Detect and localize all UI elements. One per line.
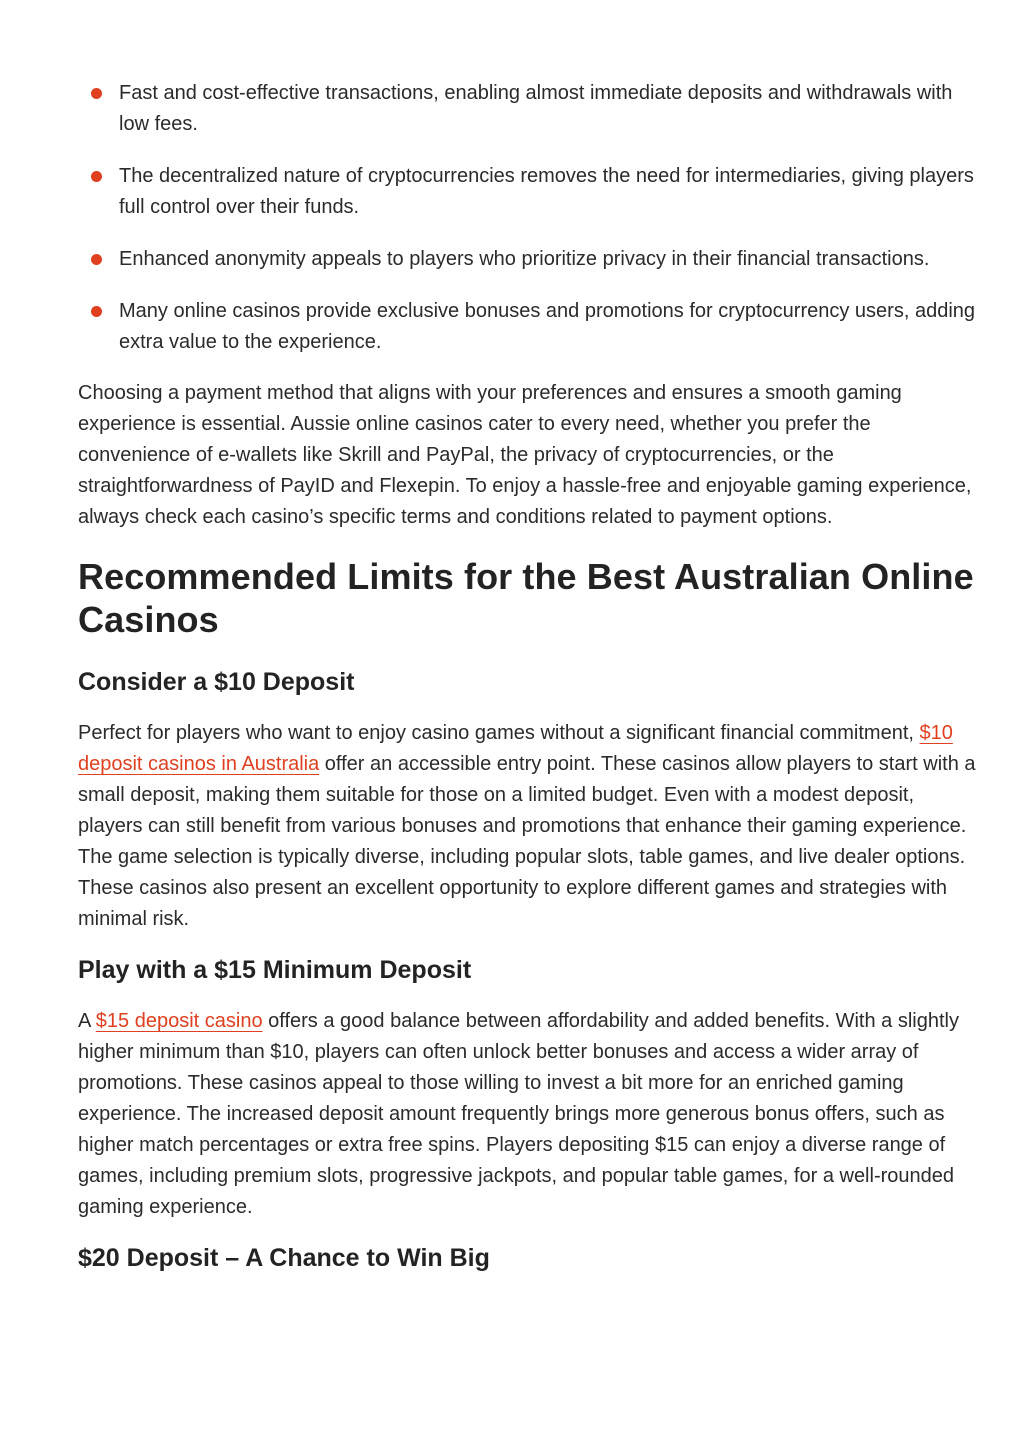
deposit-15-text-before: A bbox=[78, 1010, 96, 1032]
deposit-10-casinos-link[interactable]: $10 deposit casinos in Australia bbox=[78, 722, 953, 775]
bullet-dot-icon bbox=[91, 88, 102, 99]
deposit-15-heading: Play with a $15 Minimum Deposit bbox=[78, 956, 472, 984]
article-content bbox=[78, 78, 978, 1274]
deposit-10-text-before: Perfect for players who want to enjoy casino games without a significant financial commitment, bbox=[78, 722, 920, 744]
deposit-15-casino-link[interactable]: $15 deposit casino bbox=[95, 1010, 263, 1032]
deposit-10-paragraph bbox=[78, 718, 978, 935]
list-item-text: Many online casinos provide exclusive bonuses and promotions for cryptocurrency users, adding extra value to the experience. bbox=[119, 300, 976, 353]
deposit-15-paragraph bbox=[78, 1006, 978, 1223]
deposit-10-text-after: offer an accessible entry point. These casinos allow players to start with a small deposit, making them suitable for those on a limited budget. Even with a modest deposit, players can still benefit from various bonuses and promotions that enhance their gaming experience. The game selection is typically diverse, including popular slots, table games, and live dealer options. These casinos also present an excellent opportunity to explore different games and strategies with minimal risk. bbox=[78, 753, 976, 930]
list-item-text: Enhanced anonymity appeals to players who prioritize privacy in their financial transactions. bbox=[119, 248, 930, 270]
payment-summary-paragraph: Choosing a payment method that aligns with your preferences and ensures a smooth gaming experience is essential. Aussie online casinos cater to every need, whether you prefer the convenience of e-wallets like Skrill and PayPal, the privacy of cryptocurrencies, or the straightforwardness of PayID and Flexepin. To enjoy a hassle-free and enjoyable gaming experience, always check each casino’s specific terms and conditions related to payment options. bbox=[78, 382, 972, 528]
bullet-dot-icon bbox=[91, 306, 102, 317]
section-title: Recommended Limits for the Best Australian Online Casinos bbox=[78, 556, 974, 640]
list-item bbox=[78, 244, 978, 275]
crypto-benefits-list bbox=[78, 78, 978, 358]
deposit-15-text-after: offers a good balance between affordability and added benefits. With a slightly higher minimum than $10, players can often unlock better bonuses and access a wider array of promotions. These casinos appeal to those willing to invest a bit more for an enriched gaming experience. The increased deposit amount frequently brings more generous bonus offers, such as higher match percentages or extra free spins. Players depositing $15 can enjoy a diverse range of games, including premium slots, progressive jackpots, and popular table games, for a well-rounded gaming experience. bbox=[78, 1010, 959, 1218]
list-item bbox=[78, 296, 978, 358]
list-item-text: The decentralized nature of cryptocurrencies removes the need for intermediaries, giving players full control over their funds. bbox=[119, 165, 974, 218]
deposit-20-heading: $20 Deposit – A Chance to Win Big bbox=[78, 1244, 490, 1272]
list-item bbox=[78, 78, 978, 140]
deposit-10-heading: Consider a $10 Deposit bbox=[78, 668, 355, 696]
list-item-text: Fast and cost-effective transactions, enabling almost immediate deposits and withdrawals with low fees. bbox=[119, 82, 953, 135]
bullet-dot-icon bbox=[91, 254, 102, 265]
list-item bbox=[78, 161, 978, 223]
bullet-dot-icon bbox=[91, 171, 102, 182]
